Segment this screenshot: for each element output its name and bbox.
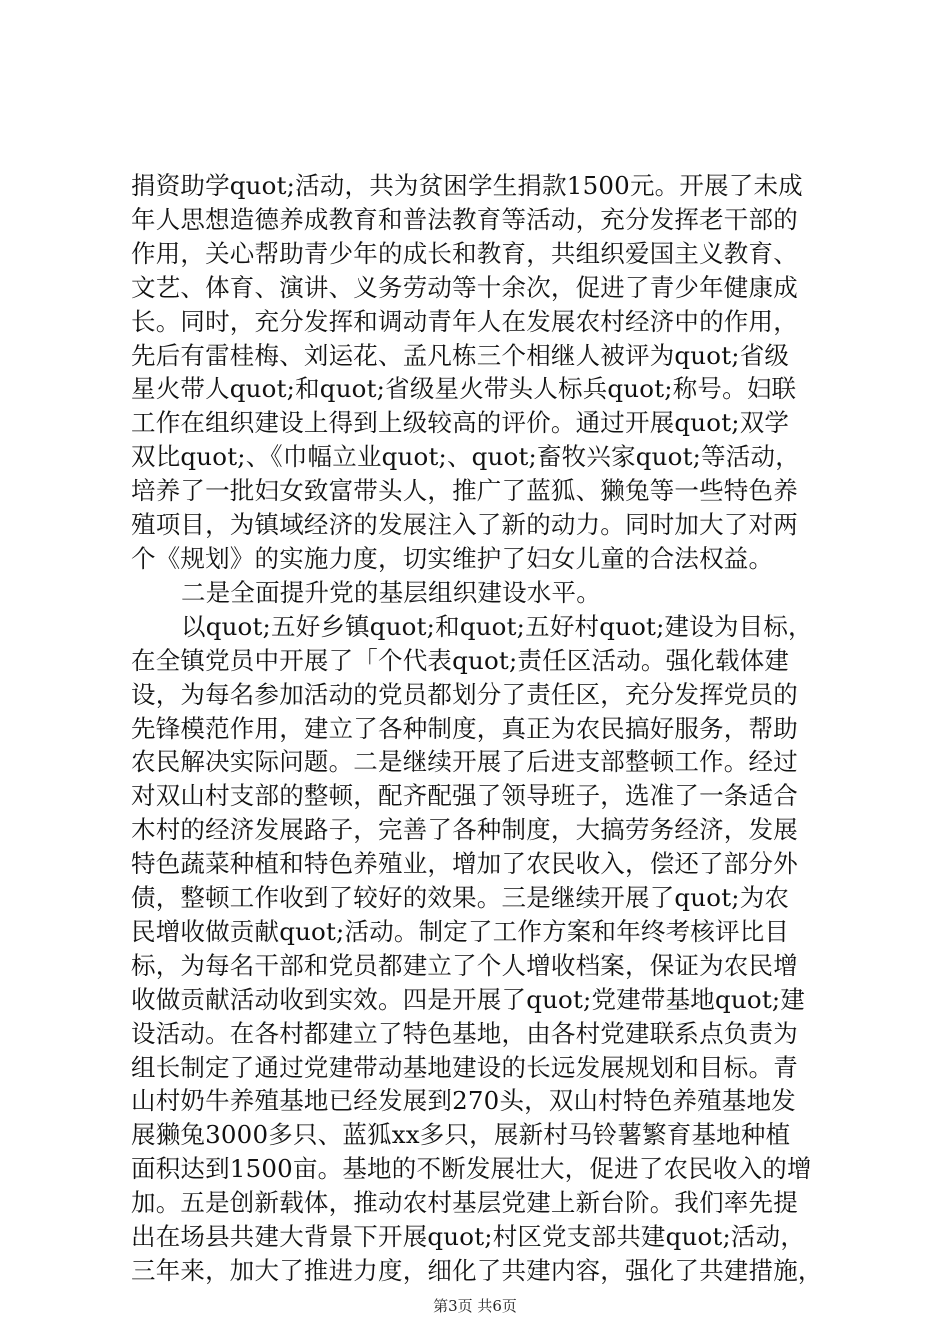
text-line: 工作在组织建设上得到上级较高的评价。通过开展quot;双学 bbox=[131, 408, 790, 438]
section-heading: 二是全面提升党的基层组织建设水平。 bbox=[181, 577, 601, 607]
text-line: 债，整顿工作收到了较好的效果。三是继续开展了quot;为农 bbox=[131, 883, 790, 913]
text-line: 长。同时，充分发挥和调动青年人在发展农村经济中的作用， bbox=[131, 306, 798, 336]
text-line: 加。五是创新载体，推动农村基层党建上新台阶。我们率先提 bbox=[131, 1188, 798, 1218]
text-line: 农民解决实际问题。二是继续开展了后进支部整顿工作。经过 bbox=[131, 747, 798, 777]
text-line: 特色蔬菜种植和特色养殖业，增加了农民收入，偿还了部分外 bbox=[131, 849, 798, 879]
text-line: 文艺、体育、演讲、义务劳动等十余次，促进了青少年健康成 bbox=[131, 272, 798, 302]
text-line: 先锋模范作用，建立了各种制度，真正为农民搞好服务，帮助 bbox=[131, 713, 798, 743]
text-line: 星火带人quot;和quot;省级星火带头人标兵quot;称号。妇联 bbox=[131, 374, 797, 404]
text-line: 木村的经济发展路子，完善了各种制度，大搞劳务经济，发展 bbox=[131, 815, 798, 845]
text-line: 双比quot;、《巾幅立业quot;、quot;畜牧兴家quot;等活动， bbox=[131, 442, 800, 472]
text-line: 三年来，加大了推进力度，细化了共建内容，强化了共建措施， bbox=[131, 1256, 823, 1285]
text-line: 殖项目，为镇域经济的发展注入了新的动力。同时加大了对两 bbox=[131, 510, 798, 540]
text-line: 先后有雷桂梅、刘运花、孟凡栋三个相继人被评为quot;省级 bbox=[131, 340, 790, 370]
text-line: 对双山村支部的整顿，配齐配强了领导班子，选准了一条适合 bbox=[131, 781, 798, 811]
text-line: 在全镇党员中开展了「个代表quot;责任区活动。强化载体建 bbox=[131, 645, 790, 675]
text-line: 设活动。在各村都建立了特色基地，由各村党建联系点负责为 bbox=[131, 1018, 798, 1048]
text-line: 山村奶牛养殖基地已经发展到270头，双山村特色养殖基地发 bbox=[131, 1086, 796, 1116]
text-line: 民增收做贡献quot;活动。制定了工作方案和年终考核评比目 bbox=[131, 916, 790, 946]
text-line: 标，为每名干部和党员都建立了个人增收档案，保证为农民增 bbox=[131, 950, 798, 980]
text-line: 出在场县共建大背景下开展quot;村区党支部共建quot;活动， bbox=[131, 1222, 806, 1252]
text-line: 个《规划》的实施力度，切实维护了妇女儿童的合法权益。 bbox=[131, 543, 774, 573]
text-line: 年人思想造德养成教育和普法教育等活动，充分发挥老干部的 bbox=[131, 204, 798, 234]
text-line: 展獭兔3000多只、蓝狐xx多只，展新村马铃薯繁育基地种植 bbox=[131, 1120, 791, 1150]
page-footer: 第3页 共6页 bbox=[433, 1297, 517, 1315]
text-line: 培养了一批妇女致富带头人，推广了蓝狐、獭兔等一些特色养 bbox=[131, 476, 798, 506]
text-line: 捐资助学quot;活动，共为贫困学生捐款1500元。开展了未成 bbox=[131, 171, 803, 200]
text-line: 以quot;五好乡镇quot;和quot;五好村quot;建设为目标， bbox=[181, 611, 813, 641]
text-line: 面积达到1500亩。基地的不断发展壮大，促进了农民收入的增 bbox=[131, 1154, 812, 1184]
text-line: 设，为每名参加活动的党员都划分了责任区，充分发挥党员的 bbox=[131, 679, 798, 709]
text-line: 作用，关心帮助青少年的成长和教育，共组织爱国主义教育、 bbox=[131, 238, 798, 268]
text-line: 组长制定了通过党建带动基地建设的长远发展规划和目标。青 bbox=[131, 1052, 798, 1082]
text-line: 收做贡献活动收到实效。四是开展了quot;党建带基地quot;建 bbox=[131, 984, 806, 1014]
